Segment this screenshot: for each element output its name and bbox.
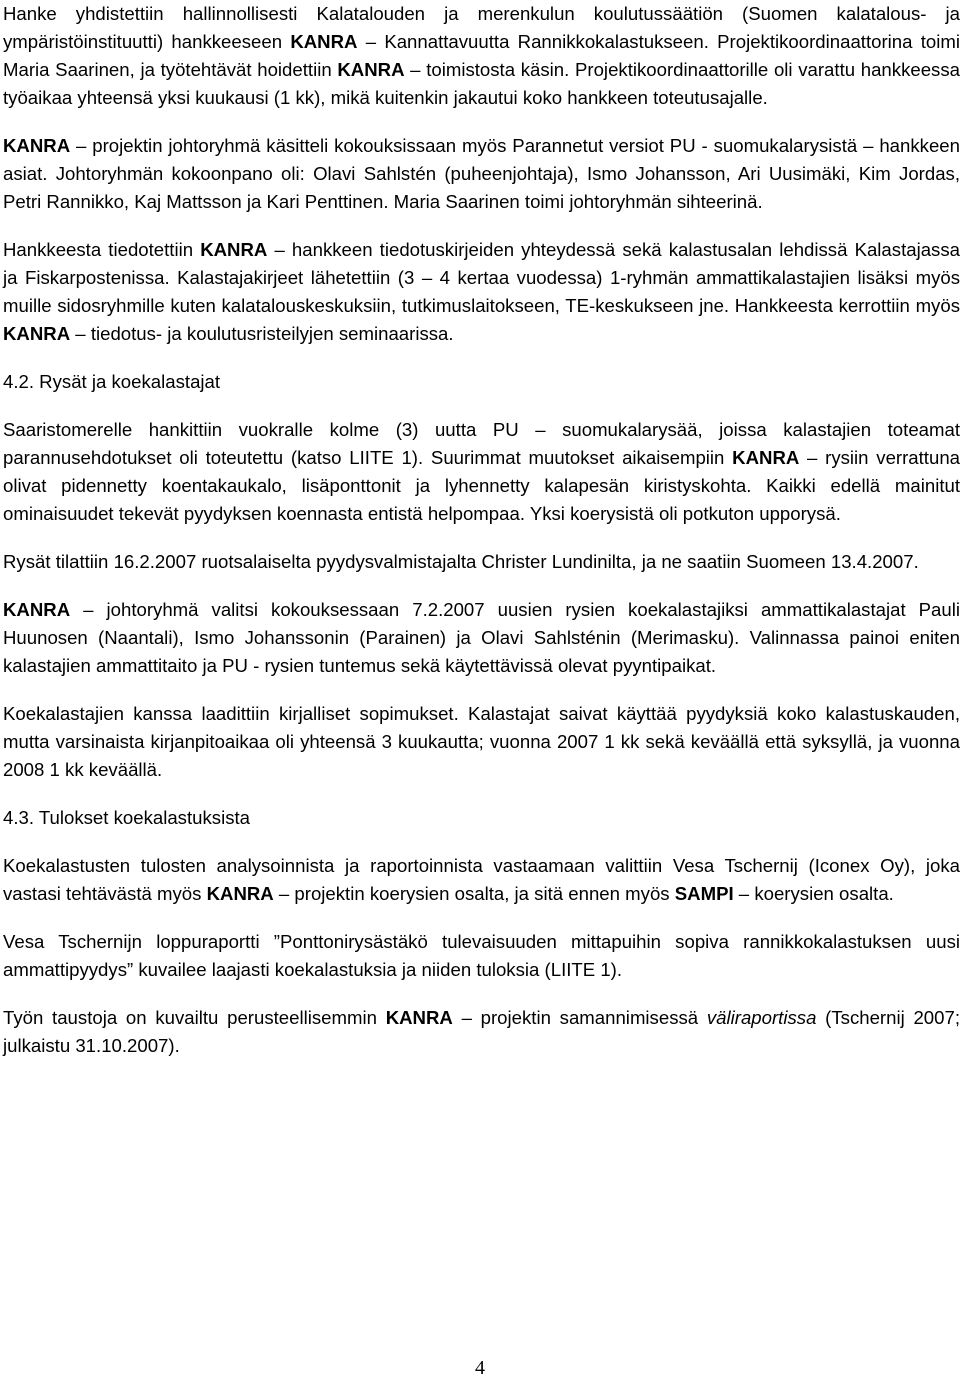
paragraph-final-report: Vesa Tschernijn loppuraportti ”Ponttonirysästäkö tulevaisuuden mittapuihin sopiva rannikkokalastuksen uusi ammattipyydys” kuvailee laajasti koekalastuksia ja niiden tuloksia (LIITE 1). [3,931,960,980]
text-span: – rysiin verrattuna olivat pidennetty koentakaukalo, lisäponttonit ja lyhennetty kalapesän kiristyskohta. Kaikki edellä mainitut ominaisuudet tekevät pyydyksen koennasta entistä helpompaa. Yksi koerysistä oli potkuton upporysä. [3,447,960,524]
page-content [3,0,960,1060]
text-span: Hankkeesta tiedotettiin [3,239,201,260]
text-span: – projektin johtoryhmä käsitteli kokouksissaan myös Parannetut versiot PU - suomukalarysistä – hankkeen asiat. Johtoryhmän kokoonpano oli: Olavi Sahlstén (puheenjohtaja), Ismo Johansson, Ari Uusimäki, Kim Jordas, Petri Rannikko, Kaj Mattsson ja Kari Penttinen. Maria Saarinen toimi johtoryhmän sihteerinä. [3,135,960,212]
bold-term: KANRA [337,59,405,80]
bold-term: KANRA [385,1007,453,1028]
bold-term: KANRA [3,323,71,344]
bold-term: KANRA [3,599,71,620]
bold-term: KANRA [732,447,800,468]
paragraph-background [3,1004,960,1060]
bold-term: KANRA [206,883,274,904]
paragraph-project-administration [3,0,960,112]
text-span: – johtoryhmä valitsi kokouksessaan 7.2.2007 uusien rysien koekalastajiksi ammattikalastajat Pauli Huunosen (Naantali), Ismo Johanssonin (Parainen) ja Olavi Sahlsténin (Merimasku). Valinnassa painoi eniten kalastajien ammattitaito ja PU - rysien tuntemus sekä käytettävissä olevat pyyntipaikat. [3,599,960,676]
text-span: – Kannattavuutta Rannikkokalastukseen. Projektikoordinaattorina toimi Maria Saarinen, ja työtehtävät hoidettiin [3,31,960,80]
paragraph-analysis [3,852,960,908]
paragraph-communication [3,236,960,348]
paragraph-steering-group [3,132,960,216]
paragraph-order-dates: Rysät tilattiin 16.2.2007 ruotsalaiselta pyydysvalmistajalta Christer Lundinilta, ja ne saatiin Suomeen 13.4.2007. [3,551,919,572]
section-heading-4-3: 4.3. Tulokset koekalastuksista [3,807,251,828]
text-span: – toimistosta käsin. Projektikoordinaattorille oli varattu hankkeessa työaikaa yhteensä yksi kuukausi (1 kk), mikä kuitenkin jakautui koko hankkeen toteutusajalle. [3,59,960,108]
text-span: (Tschernij 2007; julkaistu 31.10.2007). [3,1007,960,1056]
text-span: – projektin samannimisessä [452,1007,707,1028]
bold-term: SAMPI [674,883,734,904]
italic-term: väliraportissa [706,1007,817,1028]
page-number: 4 [475,1357,485,1379]
text-span: – tiedotus- ja koulutusristeilyjen seminaarissa. [70,323,454,344]
text-span: Työn taustoja on kuvailtu perusteellisemmin [3,1007,386,1028]
section-heading-4-2: 4.2. Rysät ja koekalastajat [3,371,221,392]
text-span: Saaristomerelle hankittiin vuokralle kolme (3) uutta PU – suomukalarysää, joissa kalastajien toteamat parannusehdotukset oli toteutettu (katso LIITE 1). Suurimmat muutokset aikaisempiin [3,419,960,468]
paragraph-trap-nets [3,416,960,528]
bold-term: KANRA [290,31,358,52]
text-span: Koekalastusten tulosten analysoinnista ja raportoinnista vastaamaan valittiin Vesa Tschernij (Iconex Oy), joka vastasi tehtävästä myös [3,855,960,904]
text-span: – projektin koerysien osalta, ja sitä ennen myös [273,883,675,904]
bold-term: KANRA [200,239,268,260]
bold-term: KANRA [3,135,71,156]
paragraph-test-fishers [3,596,960,680]
paragraph-contracts: Koekalastajien kanssa laadittiin kirjalliset sopimukset. Kalastajat saivat käyttää pyydyksiä koko kalastuskauden, mutta varsinaista kirjanpitoaikaa oli yhteensä 3 kuukautta; vuonna 2007 1 kk sekä keväällä että syksyllä, ja vuonna 2008 1 kk keväällä. [3,703,960,780]
text-span: – hankkeen tiedotuskirjeiden yhteydessä sekä kalastusalan lehdissä Kalastajassa ja Fiskarpostenissa. Kalastajakirjeet lähetettiin (3 – 4 kertaa vuodessa) 1-ryhmän ammattikalastajien lisäksi myös muille sidosryhmille kuten kalatalouskeskuksiin, tutkimuslaitokseen, TE-keskukseen jne. Hankkeesta kerrottiin myös [3,239,960,316]
text-span: – koerysien osalta. [733,883,894,904]
text-span: Hanke yhdistettiin hallinnollisesti Kalatalouden ja merenkulun koulutussäätiön (Suomen kalatalous- ja ympäristöinstituutti) hankkeeseen [3,3,960,52]
